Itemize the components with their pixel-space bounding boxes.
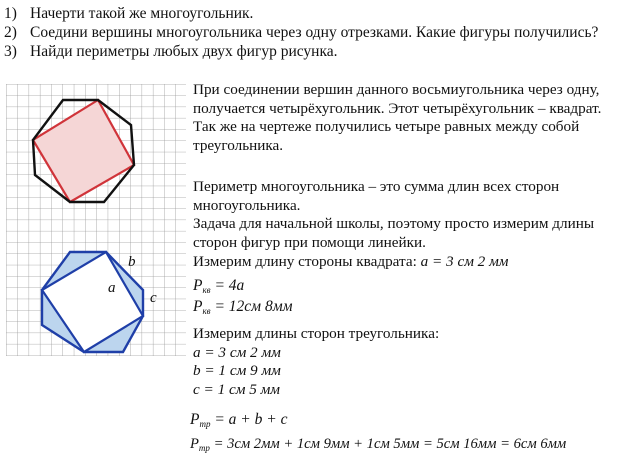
- text-line: треугольника.: [193, 136, 284, 154]
- formula-square-2: [193, 297, 292, 321]
- geometry-figure: [0, 0, 190, 468]
- formula-triangle-2: [190, 434, 566, 458]
- formula-symbol: P: [193, 298, 203, 315]
- triangle-side-a: a = 3 см 2 мм: [193, 343, 281, 361]
- task-text: Соедини вершины многоугольника через одну отрезками. Какие фигуры получились?: [30, 24, 599, 41]
- text-line: Измерим длину стороны квадрата:: [193, 253, 421, 270]
- square-measure: [193, 253, 508, 272]
- task-text: Найди периметры любых двух фигур рисунка.: [30, 43, 338, 60]
- text-line: получается четырёхугольник. Этот четырёхугольник – квадрат.: [193, 99, 602, 117]
- text-line: сторон фигур при помощи линейки.: [193, 233, 426, 251]
- formula-rhs: = 3см 2мм + 1см 9мм + 1см 5мм = 5см 16мм = 6см 6мм: [209, 436, 567, 452]
- triangle-side-c: c = 1 см 5 мм: [193, 380, 280, 398]
- text-line: Измерим длины сторон треугольника:: [193, 325, 440, 342]
- formula-symbol: P: [193, 277, 203, 294]
- text-line: Задача для начальной школы, поэтому просто измерим длины: [193, 215, 595, 233]
- text-line: Периметр многоугольника – это сумма длин всех сторон: [193, 178, 560, 195]
- measure-value: a = 3 см 2 мм: [420, 253, 509, 270]
- formula-subscript: кв: [202, 306, 211, 316]
- label-b: b: [128, 254, 136, 270]
- formula-subscript: тр: [199, 419, 211, 429]
- label-a: a: [108, 280, 116, 296]
- formula-rhs: = 4a: [210, 277, 245, 294]
- formula-rhs: = a + b + c: [210, 411, 288, 428]
- formula-subscript: тр: [198, 443, 210, 453]
- task-number: 2): [4, 24, 17, 41]
- task-number: 1): [4, 5, 17, 22]
- formula-symbol: P: [190, 411, 200, 428]
- formula-rhs: = 12см 8мм: [210, 298, 293, 315]
- text-line: Так же на чертеже получились четыре равных между собой: [193, 118, 580, 136]
- task-text: Начерти такой же многоугольник.: [30, 5, 254, 22]
- label-c: c: [150, 290, 157, 306]
- triangle-side-b: b = 1 см 9 мм: [193, 362, 281, 380]
- paragraph-square: [193, 81, 601, 155]
- paragraph-perimeter: [193, 178, 594, 252]
- triangle-measure: [193, 325, 439, 399]
- formula-symbol: P: [190, 436, 199, 452]
- task-number: 3): [4, 43, 17, 60]
- text-line: При соединении вершин данного восьмиугольника через одну,: [193, 81, 600, 98]
- formula-subscript: кв: [202, 285, 211, 295]
- formula-triangle-1: [190, 410, 287, 434]
- text-line: многоугольника.: [193, 196, 301, 214]
